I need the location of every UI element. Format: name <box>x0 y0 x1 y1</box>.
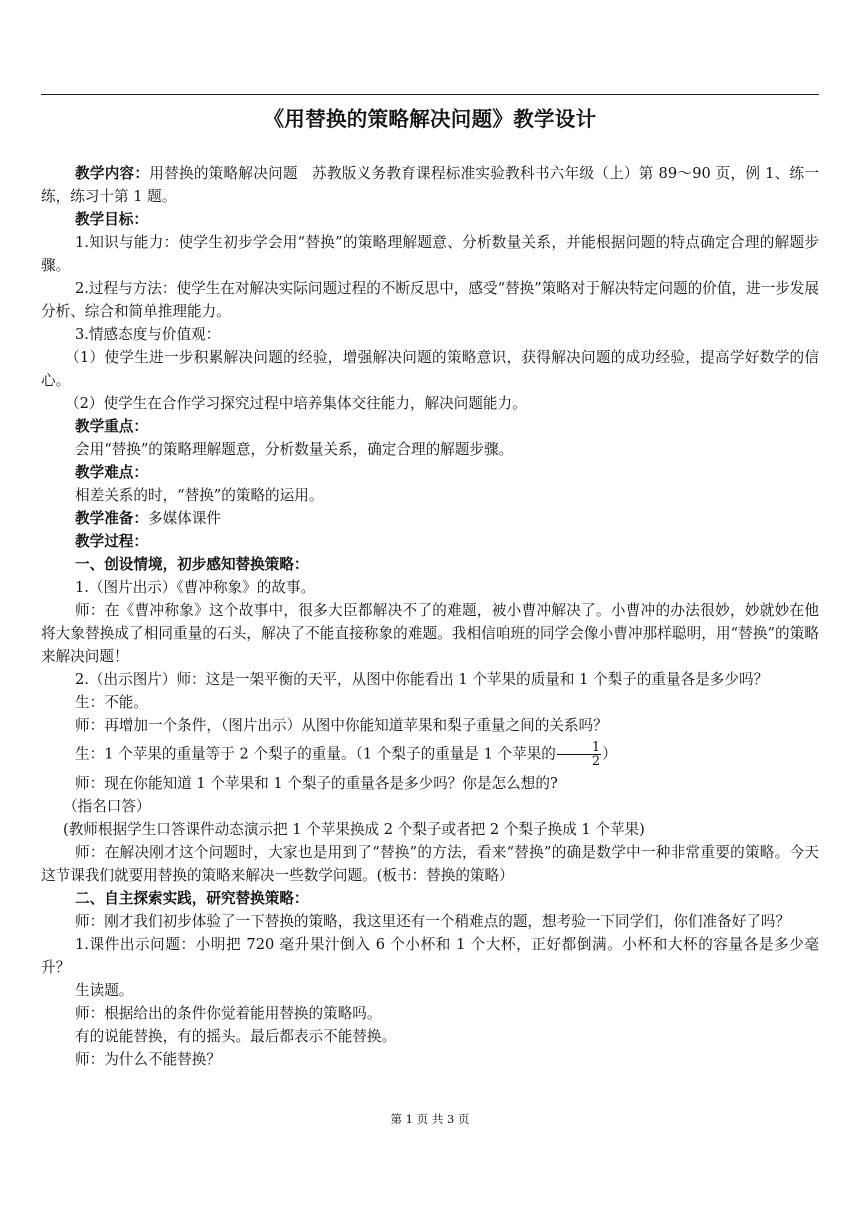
section-2-problem: 1.课件出示问题：小明把 720 毫升果汁倒入 6 个小杯和 1 个大杯，正好都倒满。小杯和大杯的容量各是多少毫升？ <box>41 936 819 976</box>
relation-close: ） <box>602 745 617 763</box>
fraction-numerator: 1 <box>557 741 601 755</box>
document-title: 《用替换的策略解决问题》教学设计 <box>263 107 597 131</box>
section-1-teacher-followup: 师：现在你能知道 1 个苹果和 1 个梨子的重量各是多少吗？你是怎么想的? <box>75 775 558 792</box>
document-body <box>41 162 819 1071</box>
teaching-goals-label: 教学目标： <box>75 211 148 228</box>
preparation-text: 多媒体课件 <box>147 510 221 527</box>
fraction-one-half <box>557 741 601 768</box>
section-2-teacher-ask: 师：根据给出的条件你觉着能用替换的策略吗。 <box>75 1005 382 1022</box>
teaching-content <box>41 162 819 208</box>
section-1-student-relation <box>41 741 819 768</box>
section-1-oral-answer: （指名口答） <box>63 798 151 815</box>
preparation <box>41 507 819 530</box>
teaching-content-text2: 苏教版义务教育课程标准实验教科书六年级（上）第 89～90 页，例 1、练一练，练习十第 1 题。 <box>41 165 819 205</box>
preparation-label: 教学准备： <box>75 510 148 527</box>
section-1-student-answer: 生：不能。 <box>75 694 148 711</box>
fraction-denominator: 2 <box>591 754 601 769</box>
page-footer: 第 1 页 共 3 页 <box>390 1112 470 1126</box>
section-2-read: 生读题。 <box>75 982 134 999</box>
header-rule <box>41 94 819 95</box>
difficulty-text: 相差关系的时，“替换”的策略的运用。 <box>75 487 324 504</box>
goal-2: 2.过程与方法：使学生在对解决实际问题过程的不断反思中，感受“替换”策略对于解决特定问题的价值，进一步发展分析、综合和简单推理能力。 <box>41 280 819 320</box>
process-label: 教学过程： <box>75 533 148 550</box>
key-points-text: 会用“替换”的策略理解题意，分析数量关系，确定合理的解题步骤。 <box>75 441 514 458</box>
relation-text: 生：1 个苹果的重量等于 2 个梨子的重量。（1 个梨子的重量是 1 个苹果的 <box>75 745 556 763</box>
goal-3-1: （1）使学生进一步积累解决问题的经验，增强解决问题的策略意识，获得解决问题的成功经验，提高学好数学的信心。 <box>41 349 819 389</box>
goal-3: 3.情感态度与价值观： <box>75 326 221 343</box>
section-1-item-2: 2.（出示图片）师：这是一架平衡的天平，从图中你能看出 1 个苹果的质量和 1 个梨子的重量各是多少吗？ <box>75 671 769 688</box>
section-2-responses: 有的说能替换，有的摇头。最后都表示不能替换。 <box>75 1028 397 1045</box>
section-1-heading: 一、创设情境，初步感知替换策略： <box>75 556 309 573</box>
section-2-teacher-intro: 师：刚才我们初步体验了一下替换的策略，我这里还有一个稍难点的题，想考验一下同学们，你们准备好了吗？ <box>75 913 791 930</box>
section-1-item-1: 1.（图片出示）《曹冲称象》的故事。 <box>75 579 316 596</box>
section-1-teacher-story: 师：在《曹冲称象》这个故事中，很多大臣都解决不了的难题，被小曹冲解决了。小曹冲的办法很妙，妙就妙在他将大象替换成了相同重量的石头，解决了不能直接称象的难题。我相信咱班的同学会像小曹冲那样聪明，用“替换”的策略来解决问题！ <box>41 602 819 665</box>
section-1-teacher-question: 师：再增加一个条件，（图片出示）从图中你能知道苹果和梨子重量之间的关系吗？ <box>75 717 608 734</box>
goal-3-2: （2）使学生在合作学习探究过程中培养集体交往能力，解决问题能力。 <box>65 395 527 412</box>
section-1-teacher-summary: 师：在解决刚才这个问题时，大家也是用到了“替换”的方法，看来“替换”的确是数学中一种非常重要的策略。今天这节课我们就要用替换的策略来解决一些数学问题。(板书：替换的策略） <box>41 844 819 884</box>
goal-1: 1.知识与能力：使学生初步学会用“替换”的策略理解题意、分析数量关系，并能根据问题的特点确定合理的解题步骤。 <box>41 234 819 274</box>
key-points-label: 教学重点： <box>75 418 148 435</box>
section-1-demo-note: (教师根据学生口答课件动态演示把 1 个苹果换成 2 个梨子或者把 2 个梨子换成 1 个苹果) <box>63 821 645 838</box>
section-2-teacher-why: 师：为什么不能替换？ <box>75 1051 221 1068</box>
difficulty-label: 教学难点： <box>75 464 148 481</box>
section-2-heading: 二、自主探索实践，研究替换策略： <box>75 890 309 907</box>
teaching-content-text: 用替换的策略解决问题 <box>149 165 298 182</box>
teaching-content-label: 教学内容： <box>75 165 150 182</box>
